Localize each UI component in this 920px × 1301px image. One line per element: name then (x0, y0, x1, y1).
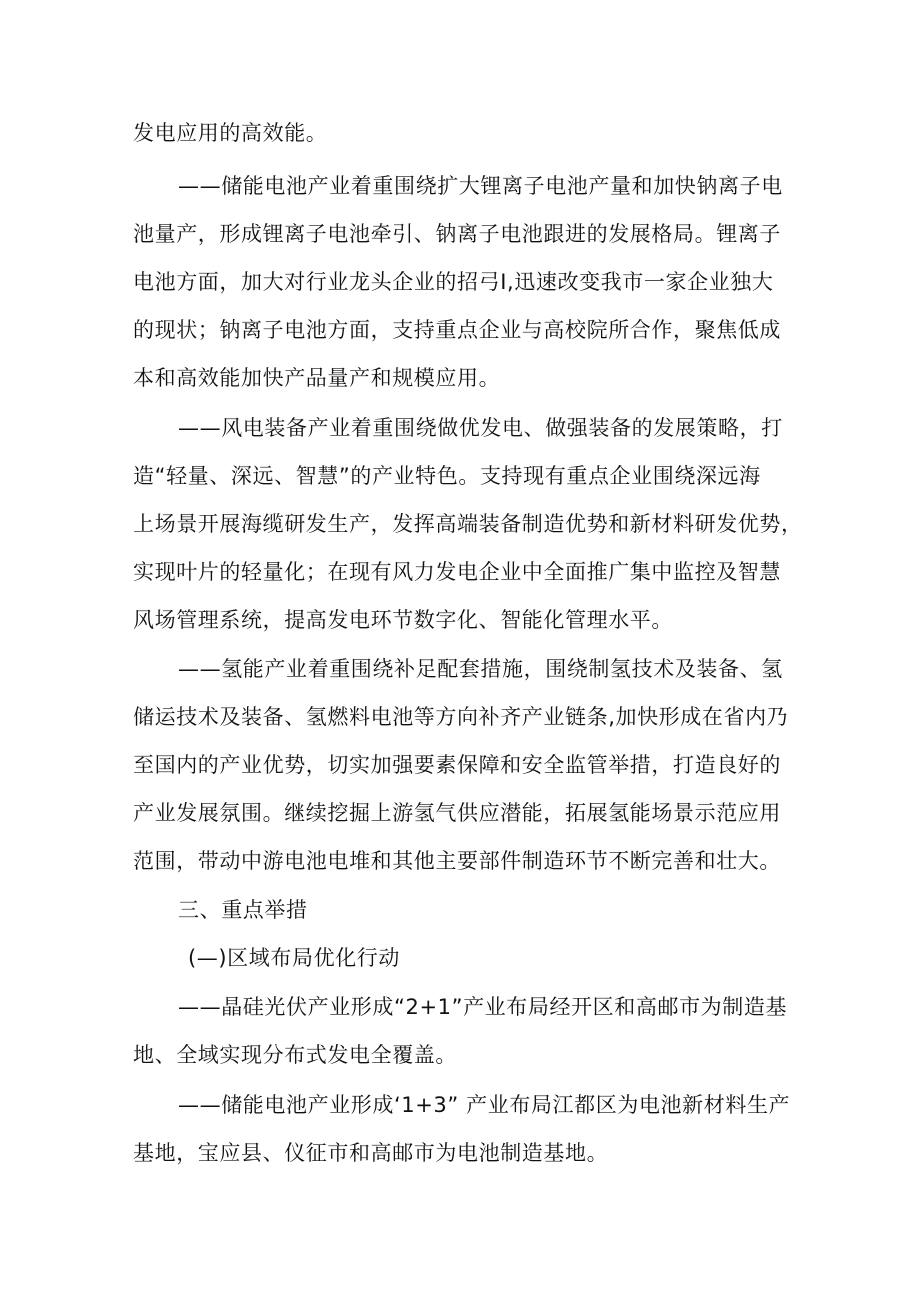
paragraph-line: ——晶硅光伏产业形成“2+1”产业布局经开区和高邮市为制造基 (178, 995, 788, 1019)
paragraph-line: 至国内的产业优势，切实加强要素保障和安全监管举措，打造良好的 (133, 753, 781, 777)
paragraph-line: 电池方面，加大对行业龙头企业的招弓I,迅速改变我市一家企业独大 (133, 270, 774, 294)
paragraph-line: ——氢能产业着重围绕补足配套措施，围绕制氢技术及装备、氢 (178, 657, 783, 681)
paragraph-line: 发电应用的高效能。 (133, 121, 328, 145)
paragraph-line: 储运技术及装备、氢燃料电池等方向补齐产业链条,加快形成在省内乃 (133, 705, 789, 729)
paragraph-line: 产业发展氛围。继续挖掘上游氢气供应潜能，拓展氢能场景示范应用 (133, 801, 781, 825)
paragraph-line: 地、全域实现分布式发电全覆盖。 (133, 1043, 457, 1067)
section-heading: 三、重点举措 (178, 898, 308, 922)
paragraph-line: 上场景开展海缆研发生产，发挥高端装备制造优势和新材料研发优势， (133, 512, 803, 536)
paragraph-line: 的现状；钠离子电池方面，支持重点企业与高校院所合作，聚焦低成 (133, 318, 781, 342)
subsection-heading: (—)区域布局优化行动 (188, 946, 400, 970)
paragraph-line: 池量产，形成锂离子电池牵引、钠离子电池跟进的发展格局。锂离子 (133, 222, 781, 246)
paragraph-line: ——储能电池产业着重围绕扩大锂离子电池产量和加快钠离子电 (178, 174, 783, 198)
paragraph-line: ——风电装备产业着重围绕做优发电、做强装备的发展策略，打 (178, 416, 783, 440)
paragraph-line: ——储能电池产业形成‘1+3” 产业布局江都区为电池新材料生产 (178, 1093, 791, 1117)
paragraph-line: 风场管理系统，提高发电环节数字化、智能化管理水平。 (133, 608, 673, 632)
paragraph-line: 造“轻量、深远、智慧”的产业特色。支持现有重点企业围绕深远海 (133, 464, 761, 488)
paragraph-line: 基地，宝应县、仪征市和高邮市为电池制造基地。 (133, 1141, 609, 1165)
paragraph-line: 实现叶片的轻量化；在现有风力发电企业中全面推广集中监控及智慧 (133, 560, 781, 584)
paragraph-line: 范围，带动中游电池电堆和其他主要部件制造环节不断完善和壮大。 (133, 849, 781, 873)
paragraph-line: 本和高效能加快产品量产和规模应用。 (133, 366, 501, 390)
